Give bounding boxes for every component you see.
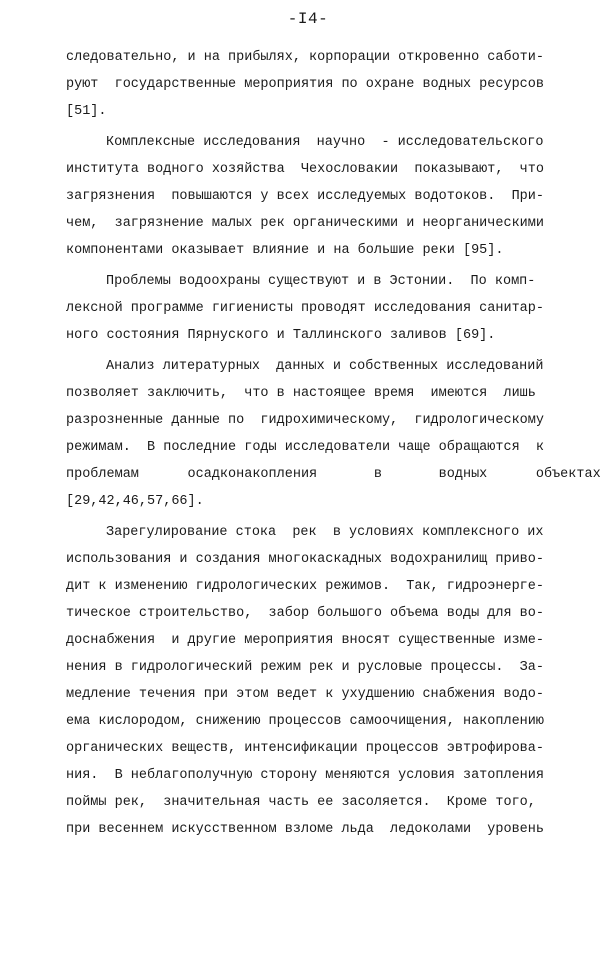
text-line: при весеннем искусственном взломе льда ледоколами уровень xyxy=(66,822,544,837)
body-text xyxy=(66,44,601,845)
text-line: [51]. xyxy=(66,104,107,119)
text-line: поймы рек, значительная часть ее засоляется. Кроме того, xyxy=(66,795,536,810)
text-line: института водного хозяйства Чехословакии показывают, что xyxy=(66,162,544,177)
text-line: компонентами оказывает влияние и на большие реки [95]. xyxy=(66,243,504,258)
text-line: Зарегулирование стока рек в условиях комплексного их xyxy=(106,525,544,540)
text-line: чем, загрязнение малых рек органическими и неорганическими xyxy=(66,216,544,231)
text-line: следовательно, и на прибылях, корпорации откровенно саботи- xyxy=(66,50,544,65)
text-line: ного состояния Пярнуского и Таллинского заливов [69]. xyxy=(66,328,496,343)
text-line: медление течения при этом ведет к ухудшению снабжения водо- xyxy=(66,687,544,702)
text-line: доснабжения и другие мероприятия вносят существенные изме- xyxy=(66,633,544,648)
text-line: режимам. В последние годы исследователи чаще обращаются к xyxy=(66,440,544,455)
paragraph xyxy=(66,353,601,515)
text-line: органических веществ, интенсификации процессов эвтрофирова- xyxy=(66,741,544,756)
text-line: Проблемы водоохраны существуют и в Эстонии. По комп- xyxy=(106,274,536,289)
paragraph xyxy=(66,129,556,264)
text-line: дит к изменению гидрологических режимов. Так, гидроэнерге- xyxy=(66,579,544,594)
text-line: ния. В неблагополучную сторону меняются условия затопления xyxy=(66,768,544,783)
text-line: тическое строительство, забор большого объема воды для во- xyxy=(66,606,544,621)
text-line: Анализ литературных данных и собственных исследований xyxy=(106,359,544,374)
text-line: загрязнения повышаются у всех исследуемых водотоков. При- xyxy=(66,189,544,204)
text-line: Комплексные исследования научно - исследовательского xyxy=(106,135,544,150)
text-line: разрозненные данные по гидрохимическому, гидрологическому xyxy=(66,413,544,428)
text-line: руют государственные мероприятия по охране водных ресурсов xyxy=(66,77,544,92)
text-line: проблемам осадконакопления в водных объектах xyxy=(66,467,601,482)
page-number: -I4- xyxy=(287,10,329,28)
text-line: нения в гидрологический режим рек и русловые процессы. За- xyxy=(66,660,544,675)
text-line: лексной программе гигиенисты проводят исследования санитар- xyxy=(66,301,544,316)
text-line: [29,42,46,57,66]. xyxy=(66,494,204,509)
paragraph xyxy=(66,268,556,349)
text-line: ема кислородом, снижению процессов самоочищения, накоплению xyxy=(66,714,544,729)
text-line: позволяет заключить, что в настоящее время имеются лишь xyxy=(66,386,536,401)
paragraph xyxy=(66,44,556,125)
paragraph xyxy=(66,519,556,843)
text-line: использования и создания многокаскадных водохранилищ приво- xyxy=(66,552,544,567)
